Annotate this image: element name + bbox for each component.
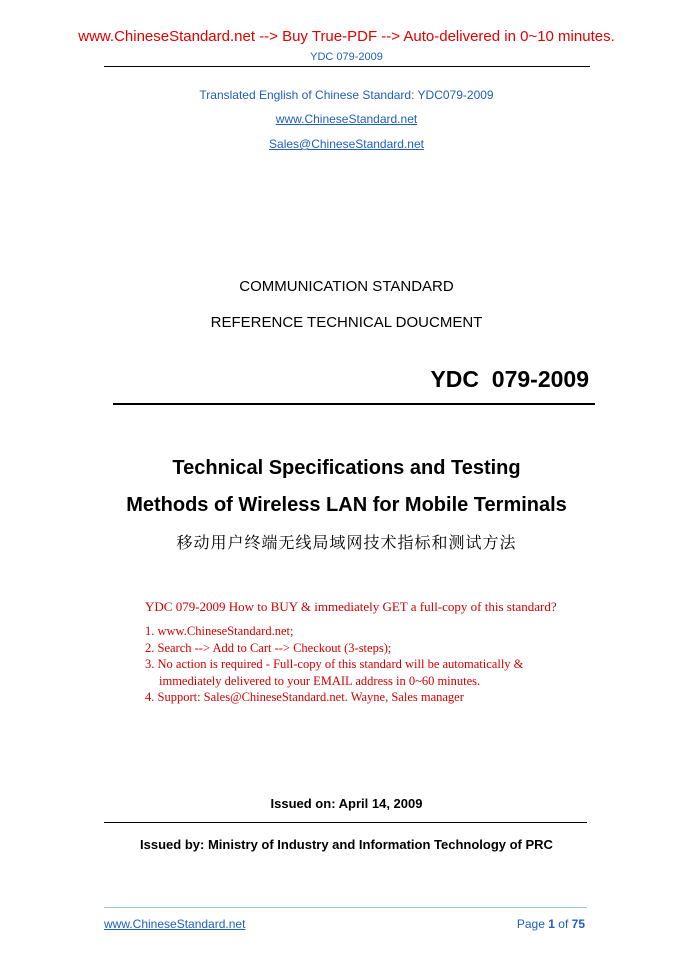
issued-by: Issued by: Ministry of Industry and Information Technology of PRC bbox=[140, 837, 553, 852]
title-line-1: Technical Specifications and Testing bbox=[172, 457, 521, 479]
page-label: Page bbox=[516, 917, 545, 931]
title-divider bbox=[113, 403, 595, 405]
promo-banner[interactable]: www.ChineseStandard.net --> Buy True-PDF --> Auto-delivered in 0~10 minutes. bbox=[78, 28, 615, 45]
buy-step-4: 4. Support: Sales@ChineseStandard.net. Wayne, Sales manager bbox=[145, 690, 464, 704]
standard-number: YDC 079-2009 bbox=[430, 366, 589, 392]
header-divider bbox=[104, 66, 590, 67]
site-link[interactable]: www.ChineseStandard.net bbox=[275, 112, 418, 126]
footer-site-link[interactable]: www.ChineseStandard.net bbox=[104, 917, 246, 931]
header-standard-code: YDC 079-2009 bbox=[310, 51, 383, 63]
category-line-1: COMMUNICATION STANDARD bbox=[239, 278, 454, 295]
page-current: 1 bbox=[548, 917, 555, 931]
category-line-2: REFERENCE TECHNICAL DOUCMENT bbox=[210, 314, 483, 331]
buy-step-3: 3. No action is required - Full-copy of this standard will be automatically & immediately delivered to your EMAIL address in 0~60 minutes. bbox=[145, 657, 524, 688]
footer-divider bbox=[104, 907, 587, 908]
buy-step-1[interactable]: 1. www.ChineseStandard.net; bbox=[145, 624, 294, 638]
translated-note: Translated English of Chinese Standard: YDC079-2009 bbox=[199, 88, 494, 102]
buy-heading: YDC 079-2009 How to BUY & immediately GET a full-copy of this standard? bbox=[145, 599, 557, 614]
buy-step-2: 2. Search --> Add to Cart --> Checkout (3-steps); bbox=[145, 640, 392, 655]
chinese-title: 移动用户终端无线局域网技术指标和测试方法 bbox=[176, 533, 517, 552]
issued-on-date: Issued on: April 14, 2009 bbox=[270, 796, 423, 811]
buy-steps-list bbox=[145, 623, 579, 706]
issued-divider bbox=[104, 822, 587, 823]
page-indicator bbox=[517, 917, 585, 931]
page-of: of bbox=[558, 917, 569, 931]
title-line-2: Methods of Wireless LAN for Mobile Terminals bbox=[126, 494, 567, 516]
page-total: 75 bbox=[571, 917, 585, 931]
email-link[interactable]: Sales@ChineseStandard.net bbox=[269, 137, 424, 151]
